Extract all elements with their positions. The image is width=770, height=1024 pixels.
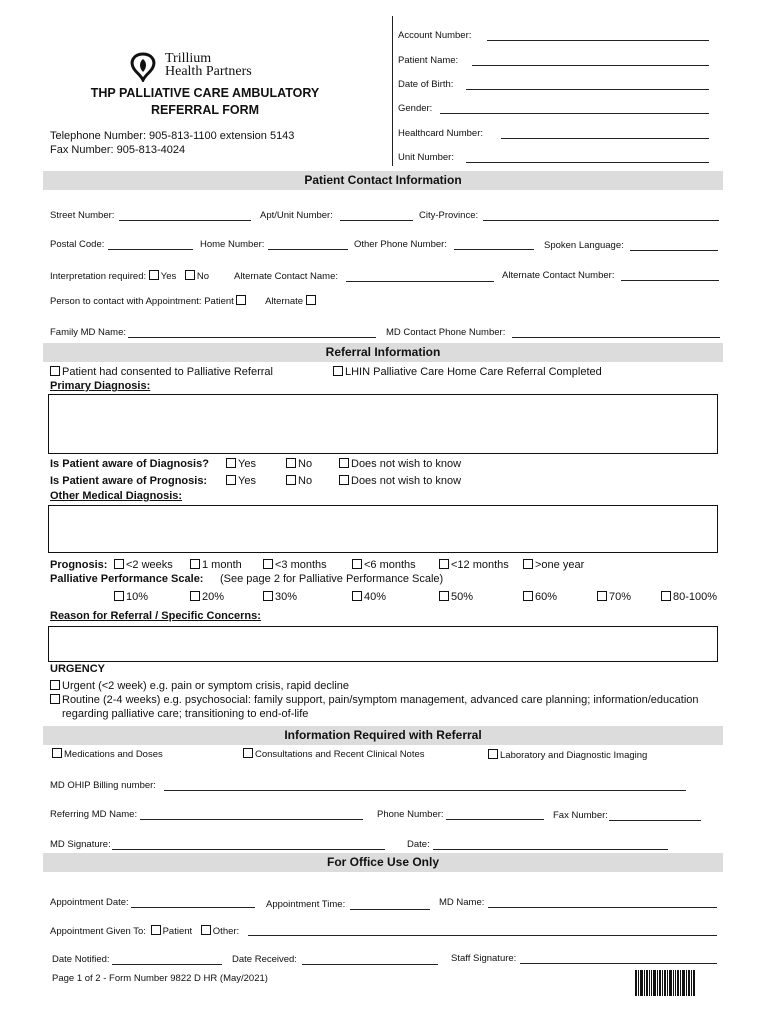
apt-label: Apt/Unit Number: (260, 210, 333, 221)
dob-field[interactable] (466, 89, 709, 90)
prognosis-checkbox[interactable] (523, 559, 533, 569)
consults-label: Consultations and Recent Clinical Notes (255, 749, 425, 760)
unit-number-label: Unit Number: (398, 152, 454, 163)
pps-note: (See page 2 for Palliative Performance Scale) (220, 573, 444, 585)
dob-label: Date of Birth: (398, 79, 454, 90)
home-number-label: Home Number: (200, 239, 265, 250)
barcode-bar (635, 970, 637, 996)
prognosis-label: Prognosis: (50, 559, 108, 571)
routine-row (50, 694, 699, 706)
contact-person-label: Person to contact with Appointment: Patient (50, 296, 234, 307)
barcode-bar (662, 970, 663, 996)
pps-opt-7 (597, 591, 631, 603)
prognosis-option-label: <3 months (275, 559, 327, 571)
barcode-bar (673, 970, 674, 996)
meds-label: Medications and Doses (64, 749, 163, 760)
aware-px-no-label: No (298, 475, 313, 487)
form-title-1: THP PALLIATIVE CARE AMBULATORY (90, 86, 320, 100)
barcode-bar (640, 970, 643, 996)
trillium-logo (127, 50, 159, 87)
pps-opt-8 (661, 591, 717, 603)
interp-no-checkbox[interactable] (185, 270, 195, 280)
aware-px-nowish-checkbox[interactable] (339, 475, 349, 485)
md-phone-field[interactable] (512, 337, 720, 338)
gender-label: Gender: (398, 103, 433, 114)
date-received-field[interactable] (302, 964, 438, 965)
barcode-bar (688, 970, 690, 996)
given-other-field[interactable] (248, 935, 717, 936)
ref-md-label: Referring MD Name: (50, 809, 138, 820)
barcode-bar (682, 970, 685, 996)
prognosis-checkbox[interactable] (439, 559, 449, 569)
barcode-bar (651, 970, 652, 996)
office-section-header (43, 853, 723, 872)
prognosis-option-label: <6 months (364, 559, 416, 571)
prognosis-option-label: >one year (535, 559, 585, 571)
barcode-bar (675, 970, 676, 996)
alt-name-label: Alternate Contact Name: (234, 271, 339, 282)
barcode-bar (657, 970, 658, 996)
contact-heading: Patient Contact Information (304, 173, 462, 187)
urgent-checkbox[interactable] (50, 680, 60, 690)
appt-time-label: Appointment Time: (266, 899, 346, 910)
consent-row (50, 366, 273, 378)
header-divider (392, 16, 393, 166)
pps-opt-2 (190, 591, 224, 603)
pps-checkbox[interactable] (597, 591, 607, 601)
consults-checkbox[interactable] (243, 748, 253, 758)
routine-checkbox[interactable] (50, 694, 60, 704)
aware-dx-yes-checkbox[interactable] (226, 458, 236, 468)
family-md-label: Family MD Name: (50, 327, 127, 338)
city-field[interactable] (483, 220, 719, 221)
footer-text: Page 1 of 2 - Form Number 9822 D HR (May/2021) (52, 973, 268, 984)
ref-phone-field[interactable] (446, 819, 544, 820)
meds-checkbox[interactable] (52, 748, 62, 758)
alt-name-field[interactable] (346, 281, 494, 282)
referral-heading: Referral Information (325, 345, 441, 359)
lhin-checkbox[interactable] (333, 366, 343, 376)
contact-patient-checkbox[interactable] (236, 295, 246, 305)
routine-label-2: regarding palliative care; transitioning to end-of-life (62, 708, 309, 720)
alt-number-field[interactable] (621, 280, 719, 281)
pps-option-label: 60% (535, 591, 558, 603)
patient-name-label: Patient Name: (398, 55, 459, 66)
pps-option-label: 30% (275, 591, 298, 603)
given-other-label: Other: (212, 926, 240, 937)
staff-signature-field[interactable] (520, 963, 717, 964)
pps-opt-1 (114, 591, 148, 603)
pps-checkbox[interactable] (352, 591, 362, 601)
barcode-bar (646, 970, 648, 996)
contact-alternate-label: Alternate (265, 296, 304, 307)
aware-dx-yes (226, 458, 256, 470)
lab-label: Laboratory and Diagnostic Imaging (500, 750, 648, 761)
lab-checkbox[interactable] (488, 749, 498, 759)
prognosis-opt-1 (114, 559, 173, 571)
other-dx-label: Other Medical Diagnosis: (50, 490, 183, 502)
pps-opt-5 (439, 591, 473, 603)
routine-label: Routine (2-4 weeks) e.g. psychosocial: family support, pain/symptom management, advanced care planning; information/education (62, 694, 699, 706)
aware-dx-no-label: No (298, 458, 313, 470)
barcode-bar (644, 970, 645, 996)
pps-opt-3 (263, 591, 297, 603)
city-label: City-Province: (419, 210, 479, 221)
primary-dx-label: Primary Diagnosis: (50, 380, 151, 392)
ref-fax-label: Fax Number: (553, 810, 608, 821)
ref-fax-field[interactable] (609, 820, 701, 821)
aware-px-yes-label: Yes (238, 475, 256, 487)
home-number-field[interactable] (268, 249, 348, 250)
primary-dx-box[interactable] (48, 394, 718, 454)
ref-md-field[interactable] (140, 819, 363, 820)
barcode-bar (691, 970, 692, 996)
date-notified-field[interactable] (112, 964, 222, 965)
postal-field[interactable] (108, 249, 193, 250)
aware-px-yes-checkbox[interactable] (226, 475, 236, 485)
org-name-2: Health Partners (165, 64, 252, 79)
aware-px-nowish-label: Does not wish to know (351, 475, 462, 487)
reason-label: Reason for Referral / Specific Concerns: (50, 610, 261, 622)
pps-opt-4 (352, 591, 386, 603)
postal-label: Postal Code: (50, 239, 105, 250)
barcode-bar (659, 970, 661, 996)
urgency-label: URGENCY (50, 663, 106, 675)
given-patient-label: Patient (162, 926, 193, 937)
prognosis-option-label: <12 months (451, 559, 509, 571)
pps-option-label: 50% (451, 591, 474, 603)
aware-dx-nowish-label: Does not wish to know (351, 458, 462, 470)
appt-date-field[interactable] (131, 907, 255, 908)
prognosis-checkbox[interactable] (190, 559, 200, 569)
consults-row (243, 748, 425, 760)
healthcard-label: Healthcard Number: (398, 128, 484, 139)
given-to-row (50, 925, 239, 937)
barcode-bar (669, 970, 672, 996)
contact-alternate-checkbox[interactable] (306, 295, 316, 305)
aware-px-yes (226, 475, 256, 487)
consent-checkbox[interactable] (50, 366, 60, 376)
pps-label: Palliative Performance Scale: (50, 573, 204, 585)
unit-number-field[interactable] (466, 162, 709, 163)
md-signature-label: MD Signature: (50, 839, 111, 850)
account-number-field[interactable] (487, 40, 709, 41)
pps-opt-6 (523, 591, 557, 603)
aware-dx-no (286, 458, 312, 470)
aware-dx-no-checkbox[interactable] (286, 458, 296, 468)
prognosis-option-label: <2 weeks (126, 559, 173, 571)
prognosis-checkbox[interactable] (114, 559, 124, 569)
barcode-bar (638, 970, 639, 996)
prognosis-opt-3 (263, 559, 327, 571)
street-label: Street Number: (50, 210, 115, 221)
pps-option-label: 40% (364, 591, 387, 603)
pps-checkbox[interactable] (661, 591, 671, 601)
aware-dx-nowish (339, 458, 461, 470)
family-md-field[interactable] (128, 337, 376, 338)
gender-field[interactable] (440, 113, 709, 114)
prognosis-checkbox[interactable] (263, 559, 273, 569)
info-section-header (43, 726, 723, 745)
prognosis-checkbox[interactable] (352, 559, 362, 569)
interp-no-label: No (196, 271, 210, 282)
fax-number: Fax Number: 905-813-4024 (50, 144, 186, 156)
pps-option-label: 70% (609, 591, 632, 603)
pps-checkbox[interactable] (114, 591, 124, 601)
lab-row (488, 749, 647, 761)
apt-field[interactable] (340, 220, 413, 221)
healthcard-field[interactable] (501, 138, 709, 139)
account-number-label: Account Number: (398, 30, 472, 41)
appt-time-field[interactable] (350, 909, 430, 910)
aware-px-no-checkbox[interactable] (286, 475, 296, 485)
md-phone-label: MD Contact Phone Number: (386, 327, 506, 338)
prognosis-option-label: 1 month (202, 559, 242, 571)
interp-yes-label: Yes (160, 271, 177, 282)
pps-option-label: 10% (126, 591, 149, 603)
aware-px-label: Is Patient aware of Prognosis: (50, 475, 208, 487)
prognosis-opt-2 (190, 559, 242, 571)
md-date-field[interactable] (433, 849, 668, 850)
referral-section-header (43, 343, 723, 362)
patient-name-field[interactable] (472, 65, 709, 66)
pps-checkbox[interactable] (523, 591, 533, 601)
ohip-field[interactable] (164, 790, 686, 791)
interp-yes-checkbox[interactable] (149, 270, 159, 280)
barcode-bar (680, 970, 681, 996)
telephone-number: Telephone Number: 905-813-1100 extension 5143 (50, 130, 295, 142)
urgent-label: Urgent (<2 week) e.g. pain or symptom crisis, rapid decline (62, 680, 350, 692)
pps-checkbox[interactable] (439, 591, 449, 601)
alt-number-label: Alternate Contact Number: (502, 270, 615, 281)
lhin-label: LHIN Palliative Care Home Care Referral Completed (345, 366, 602, 378)
office-heading: For Office Use Only (326, 855, 440, 869)
pps-option-label: 20% (202, 591, 225, 603)
given-to-label: Appointment Given To: (50, 926, 146, 937)
staff-signature-label: Staff Signature: (451, 953, 517, 964)
pps-option-label: 80-100% (673, 591, 718, 603)
language-label: Spoken Language: (544, 240, 624, 251)
other-phone-field[interactable] (454, 249, 534, 250)
date-received-label: Date Received: (232, 954, 297, 965)
office-md-name-label: MD Name: (439, 897, 485, 908)
aware-dx-yes-label: Yes (238, 458, 256, 470)
md-signature-field[interactable] (112, 849, 385, 850)
street-field[interactable] (119, 220, 251, 221)
date-notified-label: Date Notified: (52, 954, 110, 965)
md-date-label: Date: (407, 839, 430, 850)
interp-label: Interpretation required: (50, 271, 147, 282)
org-name-1: Trillium (165, 51, 212, 66)
barcode-bar (693, 970, 695, 996)
given-other-checkbox[interactable] (201, 925, 211, 935)
contact-person-row (50, 295, 318, 307)
ohip-label: MD OHIP Billing number: (50, 780, 156, 791)
language-field[interactable] (630, 250, 718, 251)
given-patient-checkbox[interactable] (151, 925, 161, 935)
aware-px-nowish (339, 475, 461, 487)
barcode-bar (677, 970, 679, 996)
trillium-logo-icon (127, 50, 159, 82)
barcode-bar (649, 970, 650, 996)
prognosis-opt-6 (523, 559, 584, 571)
prognosis-opt-5 (439, 559, 509, 571)
pps-checkbox[interactable] (190, 591, 200, 601)
barcode (635, 970, 696, 998)
office-md-name-field[interactable] (488, 907, 717, 908)
other-dx-box[interactable] (48, 505, 718, 553)
lhin-row (333, 366, 602, 378)
form-title-2: REFERRAL FORM (150, 103, 260, 117)
aware-px-no (286, 475, 312, 487)
pps-checkbox[interactable] (263, 591, 273, 601)
other-phone-label: Other Phone Number: (354, 239, 447, 250)
ref-phone-label: Phone Number: (377, 809, 444, 820)
barcode-bar (664, 970, 666, 996)
prognosis-opt-4 (352, 559, 416, 571)
meds-row (52, 748, 163, 760)
interpretation-row (50, 270, 209, 282)
reason-box[interactable] (48, 626, 718, 662)
aware-dx-nowish-checkbox[interactable] (339, 458, 349, 468)
contact-section-header (43, 171, 723, 190)
aware-dx-label: Is Patient aware of Diagnosis? (50, 458, 209, 470)
info-heading: Information Required with Referral (284, 728, 482, 742)
barcode-bar (686, 970, 687, 996)
appt-date-label: Appointment Date: (50, 897, 129, 908)
urgent-row (50, 680, 349, 692)
barcode-bar (653, 970, 656, 996)
barcode-bar (667, 970, 668, 996)
consent-label: Patient had consented to Palliative Referral (62, 366, 273, 378)
